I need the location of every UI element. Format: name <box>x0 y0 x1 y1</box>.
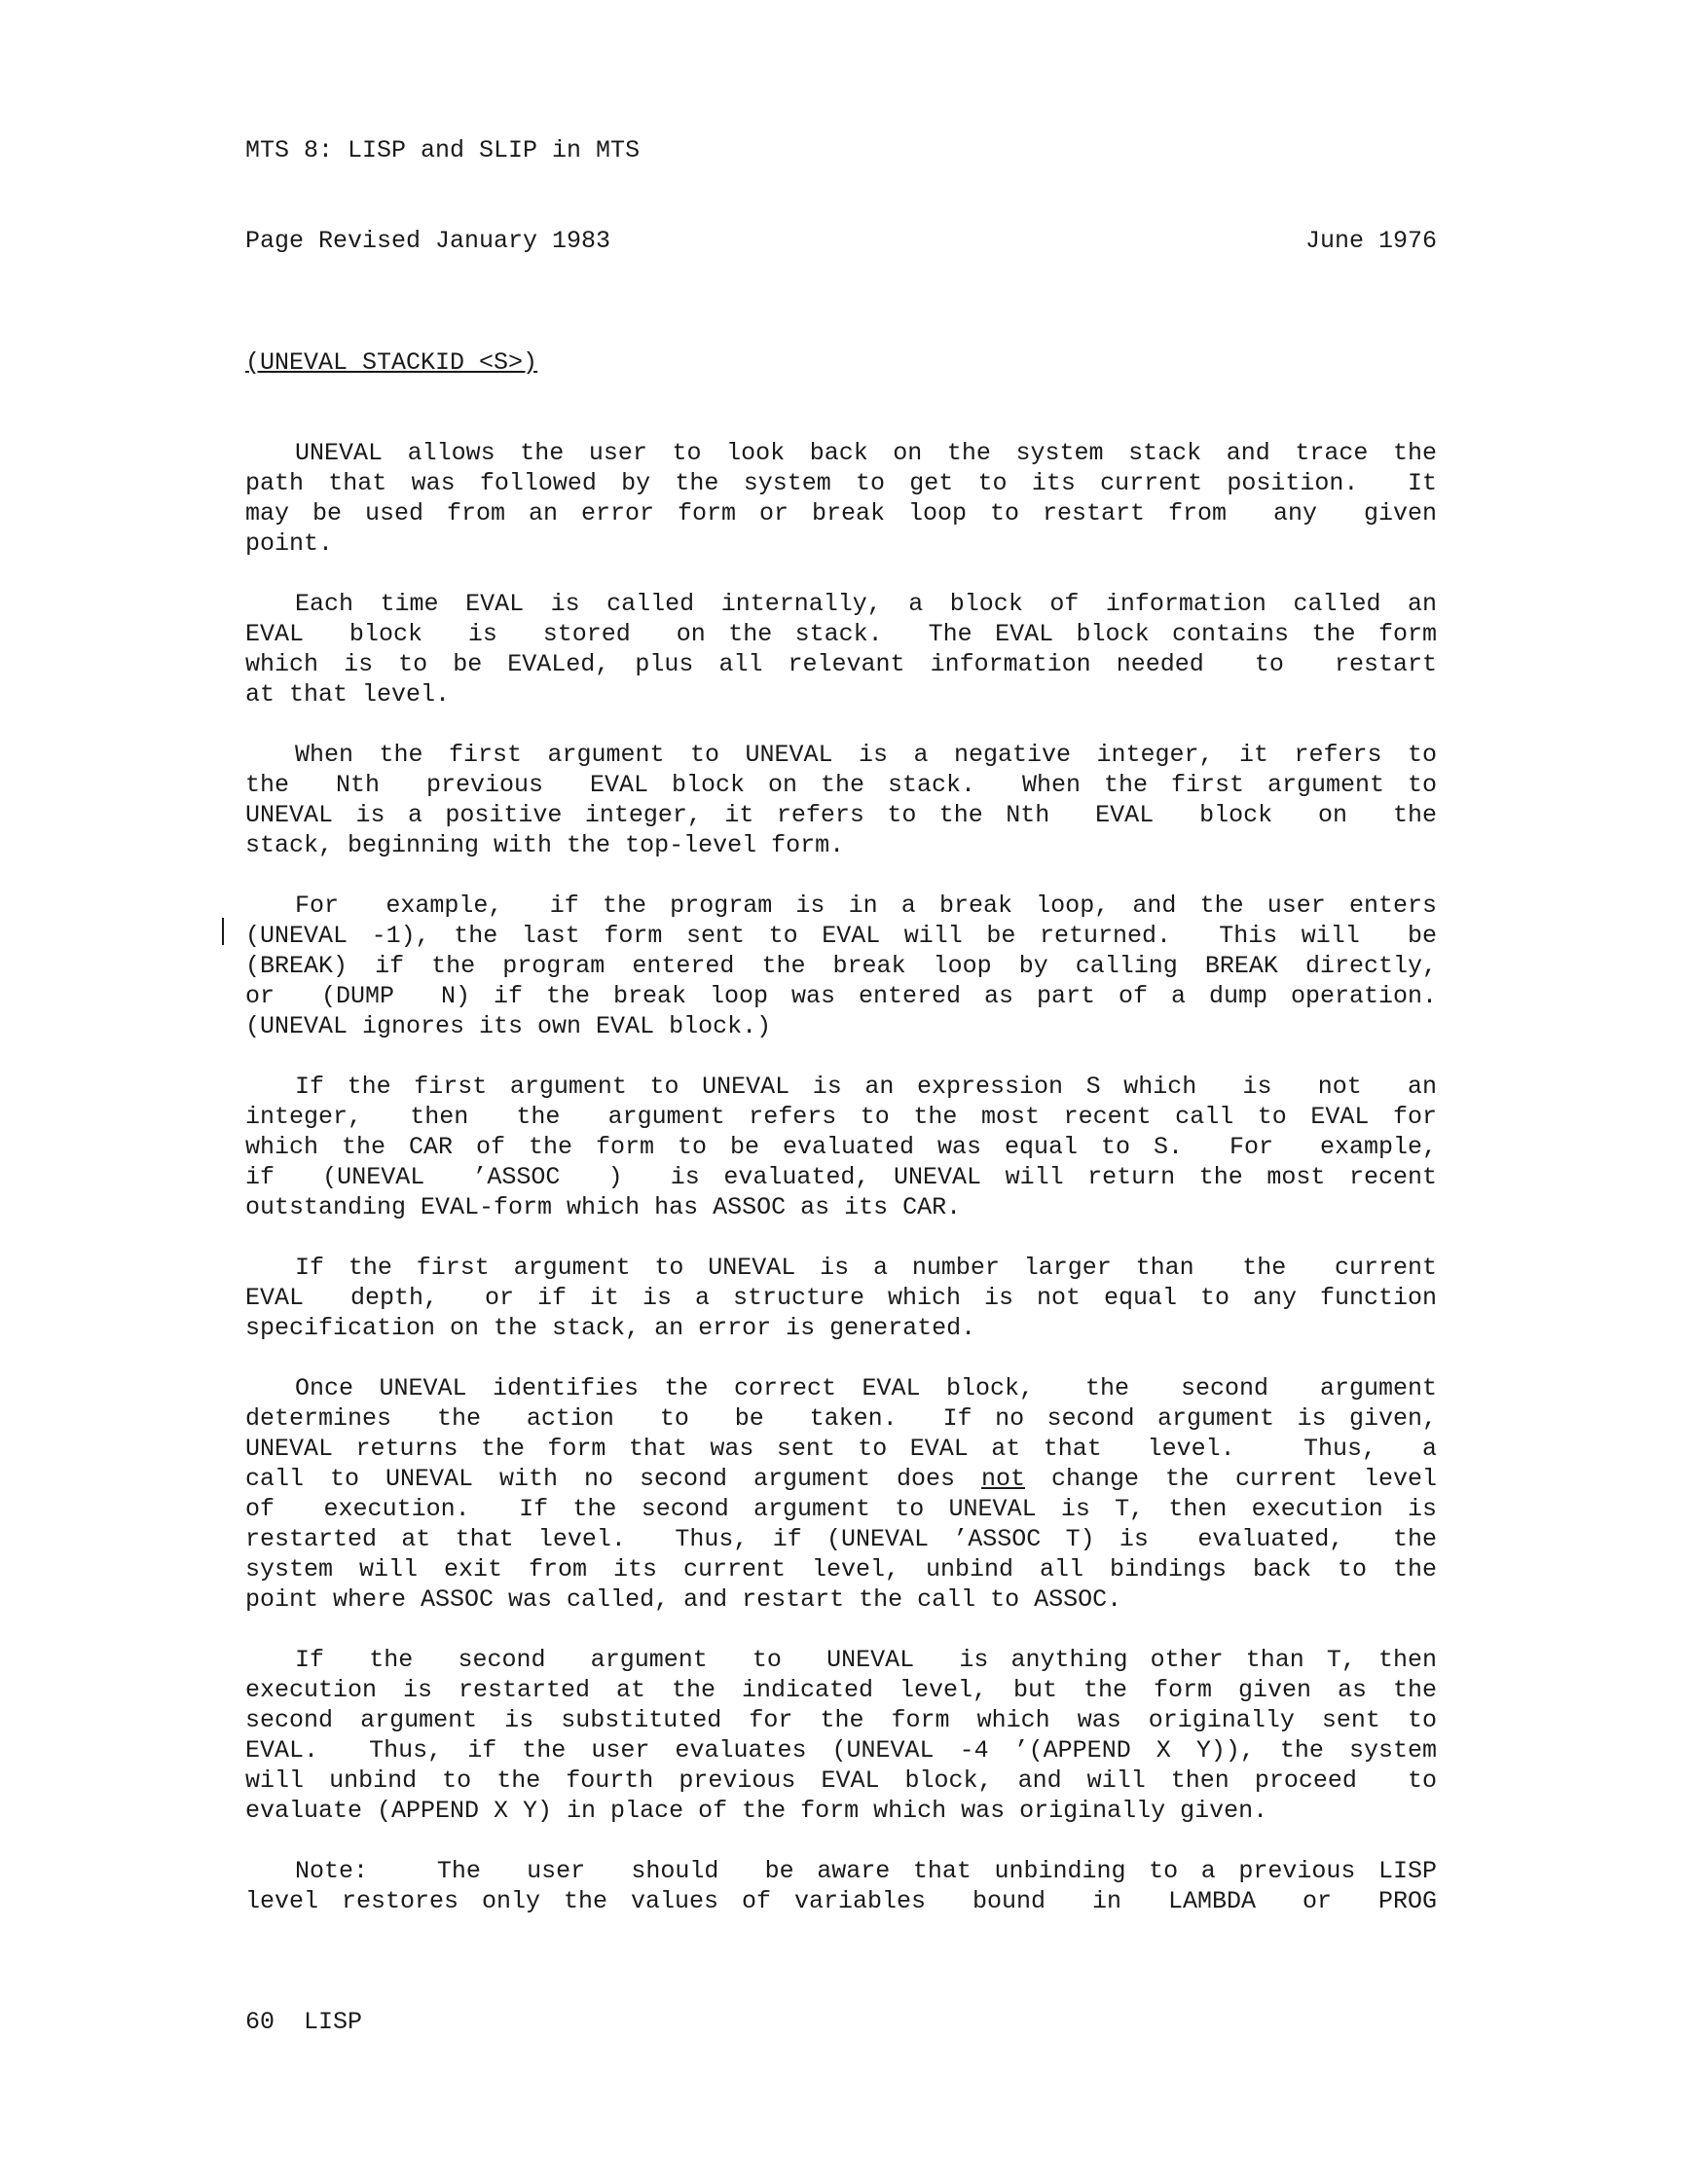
text-line: (BREAK) if the program entered the break loop by calling BREAK directly, <box>245 952 1437 980</box>
text-line: UNEVAL allows the user to look back on the system stack and trace the <box>295 439 1437 467</box>
text-line: of execution. If the second argument to UNEVAL is T, then execution is <box>245 1495 1437 1523</box>
text-line: If the first argument to UNEVAL is a number larger than the current <box>295 1254 1437 1282</box>
text-line: Each time EVAL is called internally, a block of information called an <box>295 590 1437 618</box>
paragraph-5 <box>245 1072 1437 1222</box>
text-line: will unbind to the fourth previous EVAL block, and will then proceed to <box>245 1766 1437 1795</box>
paragraph-9 <box>245 1856 1437 1916</box>
text-line: For example, if the program is in a break loop, and the user enters <box>295 892 1437 920</box>
text-line: level restores only the values of variables bound in LAMBDA or PROG <box>245 1887 1437 1915</box>
revision-note: Page Revised January 1983 <box>245 227 611 255</box>
text-line: When the first argument to UNEVAL is a negative integer, it refers to <box>295 741 1437 769</box>
text-line: Note: The user should be aware that unbinding to a previous LISP <box>295 1857 1437 1885</box>
paragraph-2 <box>245 589 1437 710</box>
paragraph-1 <box>245 438 1437 559</box>
section-heading: (UNEVAL STACKID <S>) <box>245 348 538 377</box>
text-line: If the first argument to UNEVAL is an expression S which is not an <box>295 1073 1437 1101</box>
text-line: (UNEVAL ignores its own EVAL block.) <box>245 1012 772 1040</box>
text-line: If the second argument to UNEVAL is anything other than T, then <box>295 1646 1437 1674</box>
emphasis-not: not <box>980 1465 1025 1493</box>
text-line: restarted at that level. Thus, if (UNEVAL ’ASSOC T) is evaluated, the <box>245 1525 1437 1553</box>
text-line: which is to be EVALed, plus all relevant information needed to restart <box>245 650 1437 678</box>
text-line: point. <box>245 529 334 558</box>
text-segment: change the current level <box>1025 1465 1437 1493</box>
text-line: which the CAR of the form to be evaluated was equal to S. For example, <box>245 1133 1437 1161</box>
text-line: if (UNEVAL ’ASSOC ) is evaluated, UNEVAL will return the most recent <box>245 1163 1437 1191</box>
text-line: UNEVAL is a positive integer, it refers to the Nth EVAL block on the <box>245 801 1437 829</box>
text-segment: call to UNEVAL with no second argument does <box>245 1465 981 1493</box>
text-line: at that level. <box>245 680 451 709</box>
paragraph-4 <box>245 891 1437 1041</box>
text-line <box>245 1464 1437 1494</box>
text-line: may be used from an error form or break loop to restart from any given <box>245 499 1437 528</box>
text-line: path that was followed by the system to get to its current position. It <box>245 469 1437 497</box>
text-line: second argument is substituted for the form which was originally sent to <box>245 1706 1437 1734</box>
text-line: EVAL block is stored on the stack. The EVAL block contains the form <box>245 620 1437 648</box>
text-line: integer, then the argument refers to the most recent call to EVAL for <box>245 1103 1437 1131</box>
paragraph-6 <box>245 1253 1437 1343</box>
paragraph-3 <box>245 740 1437 860</box>
text-line: EVAL depth, or if it is a structure which is not equal to any function <box>245 1284 1437 1312</box>
text-line: Once UNEVAL identifies the correct EVAL block, the second argument <box>295 1374 1437 1402</box>
publication-date: June 1976 <box>1304 227 1437 255</box>
text-line: EVAL. Thus, if the user evaluates (UNEVAL -4 ’(APPEND X Y)), the system <box>245 1736 1437 1765</box>
running-header-title: MTS 8: LISP and SLIP in MTS <box>245 136 641 164</box>
text-line: UNEVAL returns the form that was sent to EVAL at that level. Thus, a <box>245 1435 1437 1463</box>
text-line: system will exit from its current level, unbind all bindings back to the <box>245 1555 1437 1583</box>
text-line: (UNEVAL -1), the last form sent to EVAL will be returned. This will be <box>245 922 1437 950</box>
paragraph-7 <box>245 1373 1437 1615</box>
text-line: or (DUMP N) if the break loop was entered as part of a dump operation. <box>245 982 1437 1010</box>
text-line: evaluate (APPEND X Y) in place of the form which was originally given. <box>245 1797 1268 1825</box>
revision-change-bar <box>222 918 224 945</box>
text-line: stack, beginning with the top-level form. <box>245 831 845 859</box>
text-line: outstanding EVAL-form which has ASSOC as its CAR. <box>245 1193 962 1221</box>
page-footer: 60 LISP <box>245 2008 363 2036</box>
text-line: point where ASSOC was called, and restart the call to ASSOC. <box>245 1585 1122 1614</box>
text-line: determines the action to be taken. If no second argument is given, <box>245 1404 1437 1433</box>
text-line: specification on the stack, an error is generated. <box>245 1314 976 1342</box>
text-line: execution is restarted at the indicated level, but the form given as the <box>245 1676 1437 1704</box>
text-line: the Nth previous EVAL block on the stack. When the first argument to <box>245 771 1437 799</box>
paragraph-8 <box>245 1645 1437 1826</box>
